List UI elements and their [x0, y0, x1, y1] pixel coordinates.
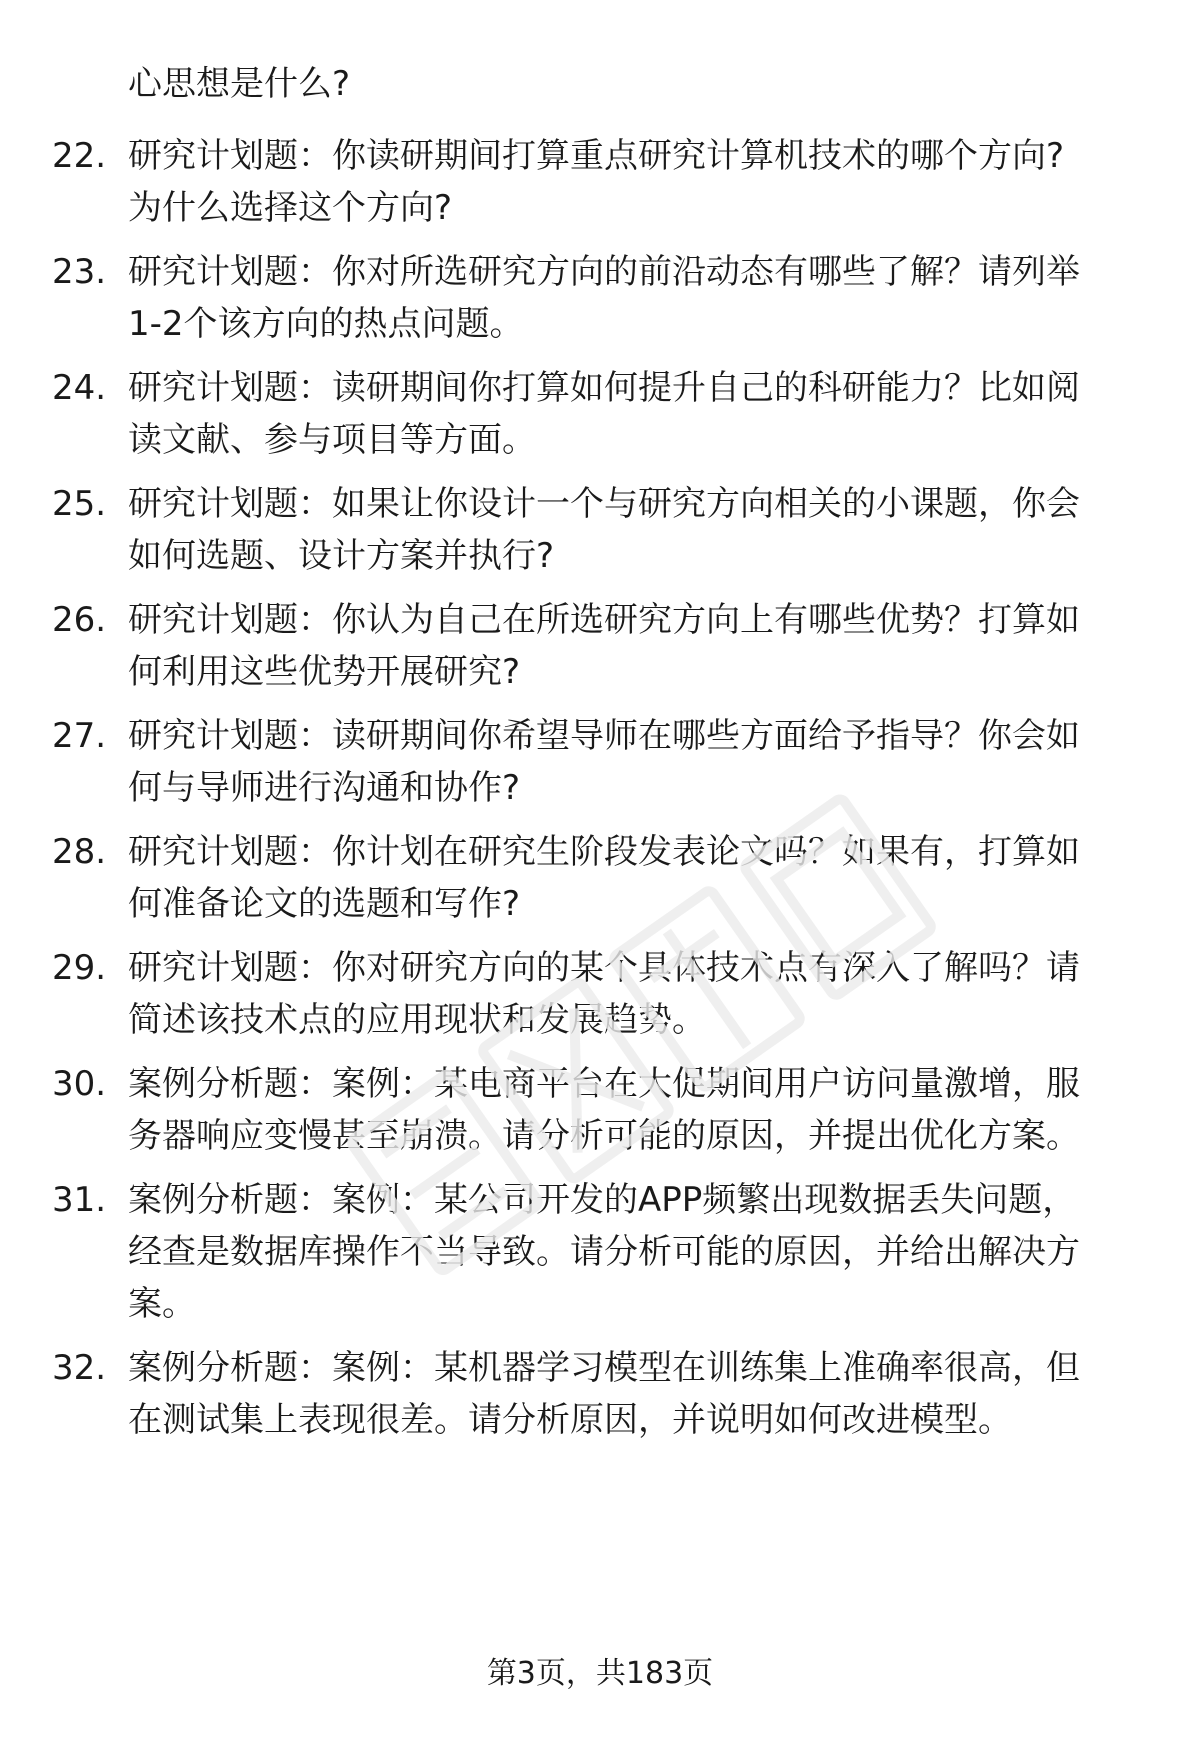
question-number: 24.	[52, 368, 107, 408]
question-number: 31.	[52, 1180, 107, 1220]
question-text-line: 案。	[128, 1284, 196, 1324]
question-text-line: 研究计划题：读研期间你打算如何提升自己的科研能力？比如阅	[128, 368, 1080, 408]
question-text-line: 研究计划题：你认为自己在所选研究方向上有哪些优势？打算如	[128, 600, 1080, 640]
question-text-line: 研究计划题：你读研期间打算重点研究计算机技术的哪个方向?	[128, 136, 1065, 176]
question-text-line: 简述该技术点的应用现状和发展趋势。	[128, 1000, 706, 1040]
question-text-line: 案例分析题：案例：某公司开发的APP频繁出现数据丢失问题，	[128, 1180, 1077, 1220]
question-text-line: 经查是数据库操作不当导致。请分析可能的原因，并给出解决方	[128, 1232, 1080, 1272]
question-text-line: 1-2个该方向的热点问题。	[128, 304, 524, 344]
question-number: 30.	[52, 1064, 107, 1104]
question-number: 26.	[52, 600, 107, 640]
question-text-line: 在测试集上表现很差。请分析原因，并说明如何改进模型。	[128, 1400, 1012, 1440]
question-text-line: 研究计划题：你对所选研究方向的前沿动态有哪些了解？请列举	[128, 252, 1080, 292]
question-text-line: 研究计划题：你对研究方向的某个具体技术点有深入了解吗？请	[128, 948, 1080, 988]
question-number: 22.	[52, 136, 107, 176]
question-number: 28.	[52, 832, 107, 872]
question-number: 32.	[52, 1348, 107, 1388]
question-text-line: 研究计划题：如果让你设计一个与研究方向相关的小课题，你会	[128, 484, 1080, 524]
continued-question-text: 心思想是什么?	[128, 64, 351, 104]
page-footer: 第3页，共183页	[486, 1656, 714, 1691]
question-text-line: 何与导师进行沟通和协作?	[128, 768, 521, 808]
question-text-line: 务器响应变慢甚至崩溃。请分析可能的原因，并提出优化方案。	[128, 1116, 1080, 1156]
question-number: 25.	[52, 484, 107, 524]
question-text-line: 案例分析题：案例：某电商平台在大促期间用户访问量激增，服	[128, 1064, 1080, 1104]
question-number: 23.	[52, 252, 107, 292]
question-number: 29.	[52, 948, 107, 988]
question-text-line: 研究计划题：读研期间你希望导师在哪些方面给予指导？你会如	[128, 716, 1080, 756]
question-text-line: 如何选题、设计方案并执行?	[128, 536, 555, 576]
question-number: 27.	[52, 716, 107, 756]
question-text-line: 何准备论文的选题和写作?	[128, 884, 521, 924]
question-text-line: 读文献、参与项目等方面。	[128, 420, 536, 460]
question-text-line: 案例分析题：案例：某机器学习模型在训练集上准确率很高，但	[128, 1348, 1080, 1388]
question-text-line: 何利用这些优势开展研究?	[128, 652, 521, 692]
question-text-line: 研究计划题：你计划在研究生阶段发表论文吗？如果有，打算如	[128, 832, 1080, 872]
question-text-line: 为什么选择这个方向?	[128, 188, 453, 228]
